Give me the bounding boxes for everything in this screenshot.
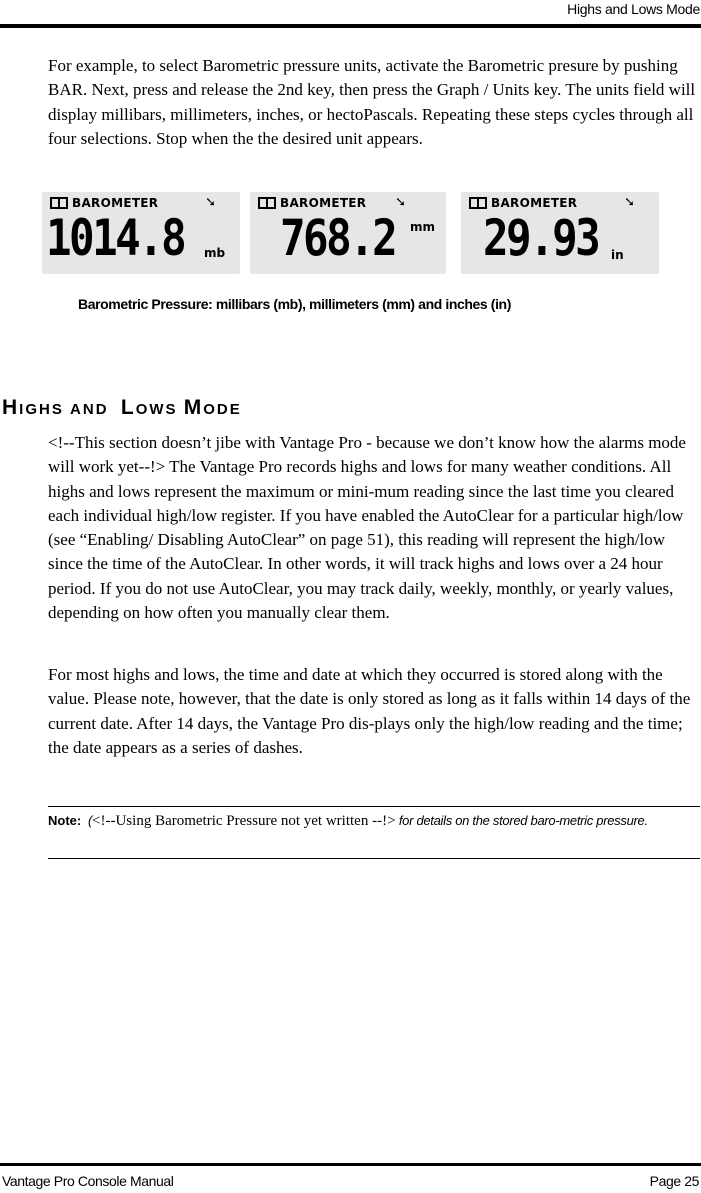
lcd-unit: in	[611, 248, 624, 262]
running-head: Highs and Lows Mode	[567, 1, 700, 17]
note-bottom-rule	[48, 858, 700, 859]
lcd-unit: mm	[410, 220, 436, 234]
figure-caption: Barometric Pressure: millibars (mb), millimeters (mm) and inches (in)	[78, 296, 511, 312]
lcd-value: 768.2	[280, 209, 396, 267]
footer-manual-title: Vantage Pro Console Manual	[2, 1173, 174, 1189]
header-rule	[0, 24, 701, 28]
note-top-rule	[48, 806, 700, 807]
trend-arrow-icon: ➘	[624, 195, 635, 210]
section-heading: HIGHS AND LOWS MODE	[2, 396, 242, 419]
highs-lows-paragraph-2: For most highs and lows, the time and date at which they occurred is stored along with the value. Please note, however, that the date is only stored as long as it falls within 14 days of the current date. After 14 days, the Vantage Pro dis-plays only the high/low reading and the time; the date appears as a series of dashes.	[48, 665, 691, 757]
page-number: Page 25	[649, 1173, 699, 1189]
note-text: (<!--Using Barometric Pressure not yet written --!> for details on the stored baro-metric pressure.	[88, 813, 648, 829]
note-label: Note:	[48, 813, 82, 828]
lcd-unit: mb	[204, 246, 226, 260]
lcd-label: BAROMETER	[72, 196, 159, 210]
footer-rule	[0, 1163, 701, 1166]
highs-lows-paragraph-1: <!--This section doesn’t jibe with Vantage Pro - because we don’t know how the alarms mode will work yet--!> The Vantage Pro records highs and lows for many weather conditions. All highs and lows represent the maximum or mini-mum reading since the last time you cleared each individual high/low register. If you have enabled the AutoClear for a particular high/low (see “Enabling/ Disabling AutoClear” on page 51), this reading will represent the high/low since the time of the AutoClear. In other words, it will track highs and lows over a 24 hour period. If you do not use AutoClear, you may track daily, weekly, monthly, or yearly values, depending on how often you manually clear them.	[48, 433, 686, 623]
lcd-display-millimeters	[250, 192, 446, 274]
lcd-display-inches	[461, 192, 659, 274]
intro-paragraph: For example, to select Barometric pressure units, activate the Barometric presure by pushing BAR. Next, press and release the 2nd key, then press the Graph / Units key. The units field will display millibars, millimeters, inches, or hectoPascals. Repeating these steps cycles through all four selections. Stop when the the desired unit appears.	[48, 56, 696, 148]
lcd-label: BAROMETER	[491, 196, 578, 210]
barometer-graph-icon	[258, 197, 276, 209]
trend-arrow-icon: ➘	[205, 195, 216, 210]
lcd-value: 29.93	[483, 209, 599, 267]
lcd-display-millibars	[42, 192, 240, 274]
trend-arrow-icon: ➘	[395, 195, 406, 210]
lcd-label: BAROMETER	[280, 196, 367, 210]
lcd-value: 1014.8	[46, 209, 185, 267]
